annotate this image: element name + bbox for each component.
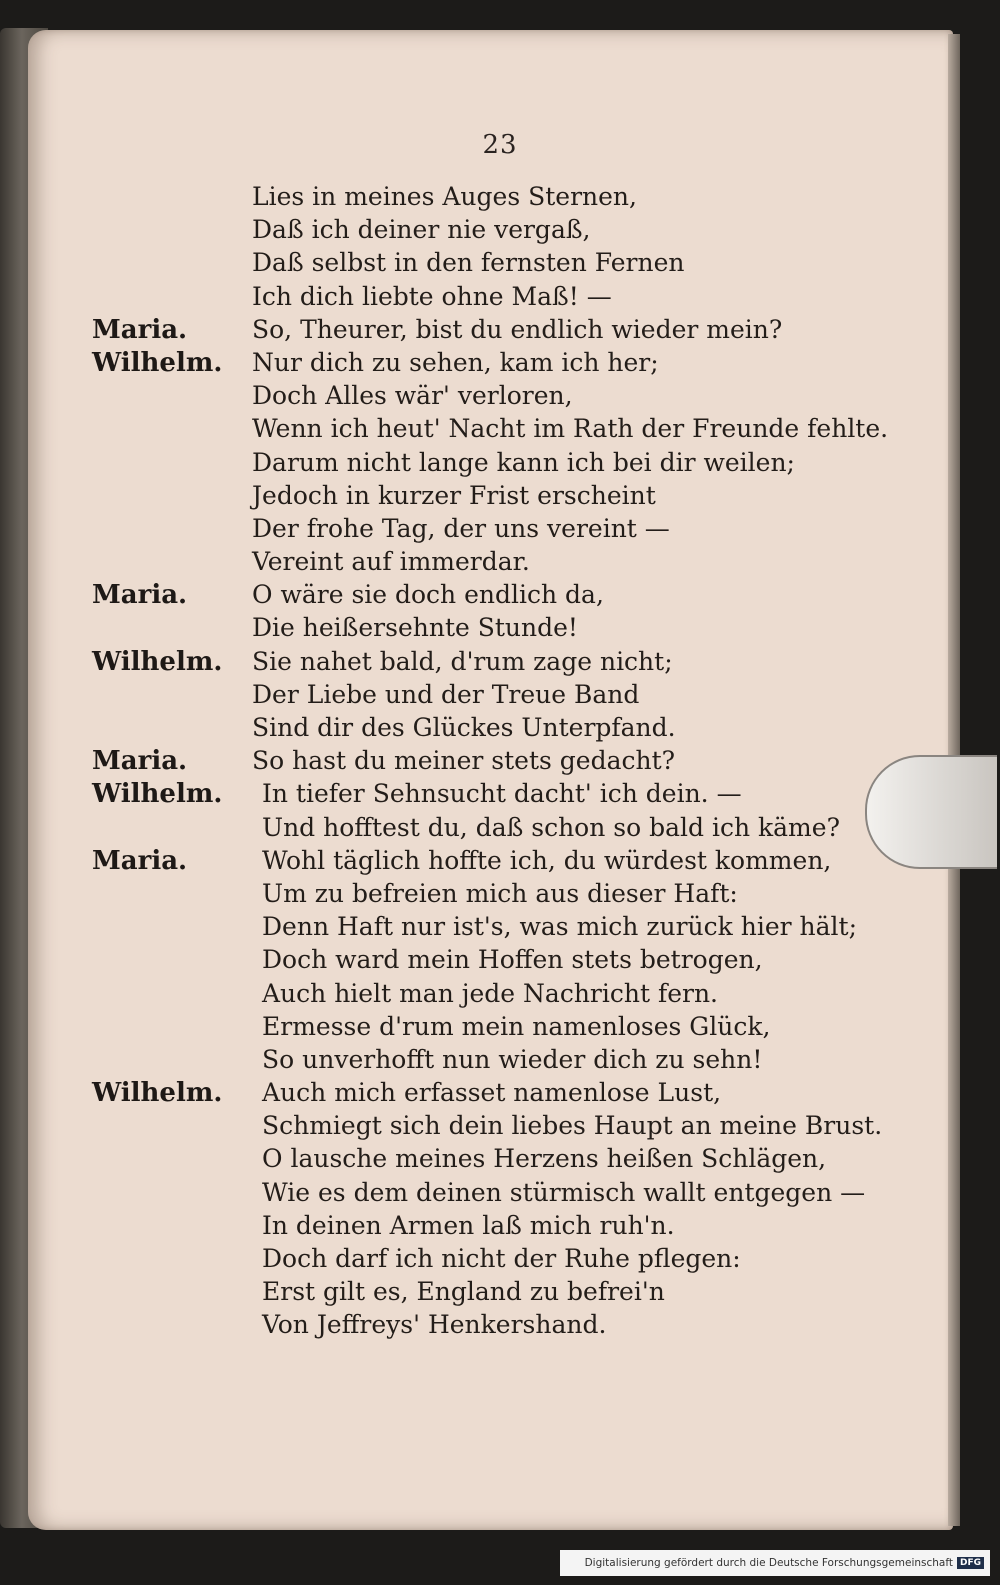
- footer-credit: Digitalisierung gefördert durch die Deutsche Forschungsgemeinschaft: [584, 1557, 953, 1569]
- verse-line: [0, 846, 1000, 879]
- verse-text: Sind dir des Glückes Unterpfand.: [252, 713, 676, 742]
- verse-line: [0, 1144, 1000, 1177]
- verse-text: Nur dich zu sehen, kam ich her;: [252, 347, 659, 377]
- speaker-name: Maria.: [92, 314, 188, 345]
- verse-line: [0, 414, 1000, 447]
- verse-line: [0, 1277, 1000, 1310]
- verse-line: [0, 315, 1000, 348]
- verse-line: [0, 680, 1000, 713]
- verse-line: [0, 448, 1000, 481]
- speaker-name: Wilhelm.: [92, 779, 223, 810]
- verse-line: [0, 647, 1000, 680]
- verse-text: Jedoch in kurzer Frist erscheint: [252, 480, 656, 510]
- page-number: 23: [482, 130, 518, 160]
- verse-line: [0, 182, 1000, 215]
- verse-line: [0, 1111, 1000, 1144]
- verse-line: [0, 481, 1000, 514]
- verse-text: Wohl täglich hoffte ich, du würdest kommen,: [262, 845, 832, 875]
- dfg-logo: DFG: [957, 1557, 984, 1569]
- verse-text: Um zu befreien mich aus dieser Haft:: [262, 878, 738, 908]
- verse-text: Sie nahet bald, d'rum zage nicht;: [252, 646, 673, 676]
- verse-text: Darum nicht lange kann ich bei dir weilen;: [252, 447, 795, 477]
- verse-line: [0, 514, 1000, 547]
- verse-text: Doch ward mein Hoffen stets betrogen,: [262, 945, 763, 975]
- speaker-name: Maria.: [92, 580, 188, 611]
- verse-text: So, Theurer, bist du endlich wieder mein?: [252, 314, 783, 344]
- verse-line: [0, 580, 1000, 613]
- verse-text: Ermesse d'rum mein namenloses Glück,: [262, 1011, 771, 1041]
- verse-text-block: [0, 182, 1000, 1344]
- verse-text: Auch hielt man jede Nachricht fern.: [262, 978, 719, 1008]
- verse-line: [0, 1012, 1000, 1045]
- verse-text: Daß ich deiner nie vergaß,: [252, 215, 591, 245]
- verse-line: [0, 1178, 1000, 1211]
- verse-text: Wenn ich heut' Nacht im Rath der Freunde fehlte.: [252, 414, 889, 444]
- verse-line: [0, 1310, 1000, 1343]
- verse-text: Wie es dem deinen stürmisch wallt entgegen —: [262, 1177, 866, 1207]
- verse-line: [0, 1244, 1000, 1277]
- verse-text: Und hofftest du, daß schon so bald ich käme?: [262, 812, 840, 842]
- verse-line: [0, 1045, 1000, 1078]
- verse-text: Der frohe Tag, der uns vereint —: [252, 513, 670, 543]
- verse-text: Schmiegt sich dein liebes Haupt an meine Brust.: [262, 1111, 883, 1141]
- verse-text: Vereint auf immerdar.: [252, 547, 530, 577]
- verse-text: Erst gilt es, England zu befrei'n: [262, 1277, 665, 1307]
- verse-text: Auch mich erfasset namenlose Lust,: [262, 1078, 722, 1108]
- speaker-name: Wilhelm.: [92, 646, 223, 677]
- speaker-name: Wilhelm.: [92, 347, 223, 378]
- verse-text: In deinen Armen laß mich ruh'n.: [262, 1210, 675, 1240]
- speaker-name: Maria.: [92, 746, 188, 777]
- verse-text: Ich dich liebte ohne Maß! —: [252, 281, 612, 311]
- verse-line: [0, 215, 1000, 248]
- verse-line: [0, 547, 1000, 580]
- verse-line: [0, 381, 1000, 414]
- verse-line: [0, 912, 1000, 945]
- speaker-name: Wilhelm.: [92, 1078, 223, 1109]
- verse-text: So hast du meiner stets gedacht?: [252, 746, 676, 776]
- verse-text: Denn Haft nur ist's, was mich zurück hier hält;: [262, 912, 858, 942]
- verse-line: [0, 945, 1000, 978]
- verse-line: [0, 813, 1000, 846]
- footer-bar: [560, 1550, 990, 1576]
- verse-line: [0, 1078, 1000, 1111]
- verse-text: In tiefer Sehnsucht dacht' ich dein. —: [262, 779, 742, 809]
- verse-text: O wäre sie doch endlich da,: [252, 580, 604, 610]
- verse-text: Lies in meines Auges Sternen,: [252, 182, 637, 211]
- verse-line: [0, 248, 1000, 281]
- verse-line: [0, 979, 1000, 1012]
- verse-line: [0, 1211, 1000, 1244]
- verse-line: [0, 282, 1000, 315]
- verse-line: [0, 779, 1000, 812]
- verse-line: [0, 879, 1000, 912]
- verse-text: Daß selbst in den fernsten Fernen: [252, 248, 685, 278]
- verse-text: O lausche meines Herzens heißen Schlägen,: [262, 1144, 827, 1174]
- verse-text: Doch Alles wär' verloren,: [252, 381, 573, 411]
- verse-text: Doch darf ich nicht der Ruhe pflegen:: [262, 1244, 741, 1273]
- verse-text: So unverhofft nun wieder dich zu sehn!: [262, 1044, 763, 1074]
- verse-text: Von Jeffreys' Henkershand.: [262, 1310, 607, 1340]
- verse-line: [0, 348, 1000, 381]
- verse-line: [0, 746, 1000, 779]
- verse-line: [0, 713, 1000, 746]
- speaker-name: Maria.: [92, 845, 188, 876]
- verse-line: [0, 613, 1000, 646]
- verse-text: Die heißersehnte Stunde!: [252, 613, 578, 643]
- verse-text: Der Liebe und der Treue Band: [252, 679, 640, 709]
